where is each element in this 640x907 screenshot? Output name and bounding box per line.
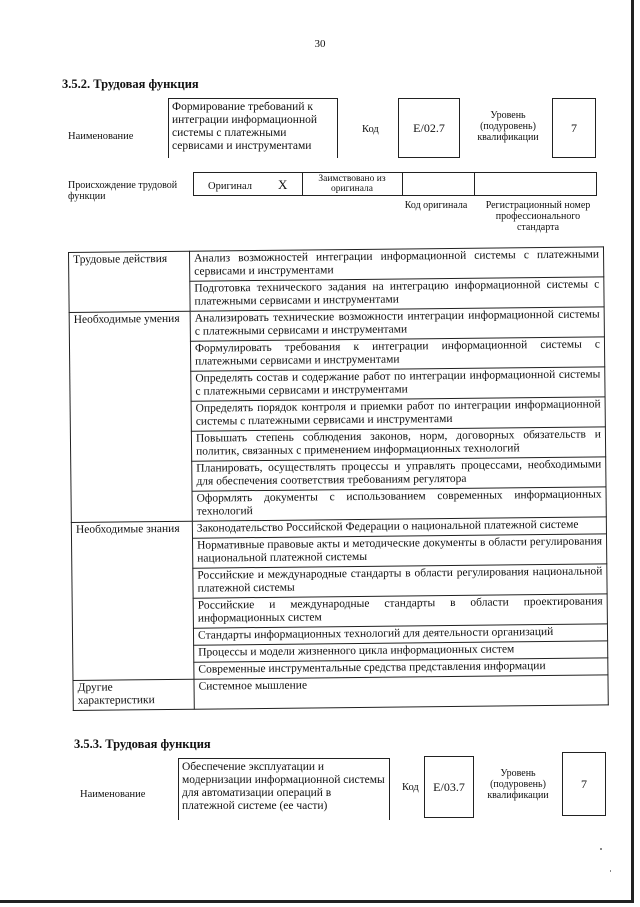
table-cell: Повышать степень соблюдения законов, норм, договорных обязательств и политик, связанных с применением информационных технологий [191,427,605,461]
table-cell: Системное мышление [194,675,608,709]
reg-number-label: Регистрационный номер профессионального стандарта [485,200,591,233]
table-row [73,675,608,711]
table-cell: Определять состав и содержание работ по интеграции информационной системы с платежными сервисами и инструментами [191,367,605,401]
divider [474,173,475,195]
function-name-353: Обеспечение эксплуатации и модернизации информационной системы для автоматизации операций в платежной системе (ее части) [178,758,390,820]
name-label-353: Наименование [80,789,146,800]
category-cell: Необходимые знания [71,521,194,680]
table-cell: Подготовка технического задания на интеграцию информационной системы с платежными сервисами и инструментами [190,277,604,311]
divider [402,173,403,195]
table-cell: Оформлять документы с использованием современных информационных технологий [192,487,606,521]
table-cell: Формулировать требования к интеграции информационной системы с платежными сервисами и инструментами [190,337,604,371]
original-mark: X [278,177,288,192]
function-name-352: Формирование требований к интеграции информационной системы с платежными сервисами и инструментами [168,98,338,158]
origin-label: Происхождение трудовой функции [68,180,178,202]
category-cell: Другие характеристики [73,679,194,710]
table-cell: Законодательство Российской Федерации о национальной платежной системе [192,517,606,538]
borrowed-label: Заимствовано из оригинала [318,174,386,194]
code-value-352: E/02.7 [398,98,460,158]
table-cell: Анализ возможностей интеграции информационной системы с платежными сервисами и инструментами [189,247,603,281]
level-label-352: Уровень (подуровень) квалификации [477,110,539,143]
code-label-353: Код [402,782,419,793]
category-cell: Трудовые действия [69,251,191,312]
category-cell: Необходимые умения [69,311,192,522]
table-cell: Планировать, осуществлять процессы и управлять процессами, необходимыми для обеспечения соответствия требованиям регулятора [192,457,606,491]
table-cell: Нормативные правовые акты и методические документы в области регулирования национальной платежной системы [193,534,607,568]
competency-table [68,246,609,711]
level-value-352: 7 [552,98,596,158]
level-label-353: Уровень (подуровень) квалификации [487,768,549,801]
code-label-352: Код [362,124,379,135]
table-cell: Современные инструментальные средства представления информации [194,658,608,679]
code-value-353: E/03.7 [424,756,474,818]
origin-row [193,172,597,196]
section-title-353: 3.5.3. Трудовая функция [74,737,211,751]
page-number: 30 [314,38,326,50]
table-cell: Российские и международные стандарты в области проектирования информационных систем [193,594,607,628]
original-label: Оригинал [208,181,252,192]
table-cell: Анализировать технические возможности интеграции информационной системы с платежными сервисами и инструментами [190,307,604,341]
section-title-352: 3.5.2. Трудовая функция [62,77,199,91]
code-original-label: Код оригинала [404,200,468,211]
scan-speck [610,870,611,872]
scan-speck [600,848,602,850]
table-cell: Стандарты информационных технологий для деятельности организаций [193,624,607,645]
table-cell: Российские и международные стандарты в области регулирования национальной платежной системы [193,564,607,598]
level-value-353: 7 [562,752,606,816]
table-cell: Определять порядок контроля и приемки работ по интеграции информационной системы с платежными сервисами и инструментами [191,397,605,431]
name-label-352: Наименование [68,131,134,142]
divider [302,173,303,195]
table-cell: Процессы и модели жизненного цикла информационных систем [194,641,608,662]
